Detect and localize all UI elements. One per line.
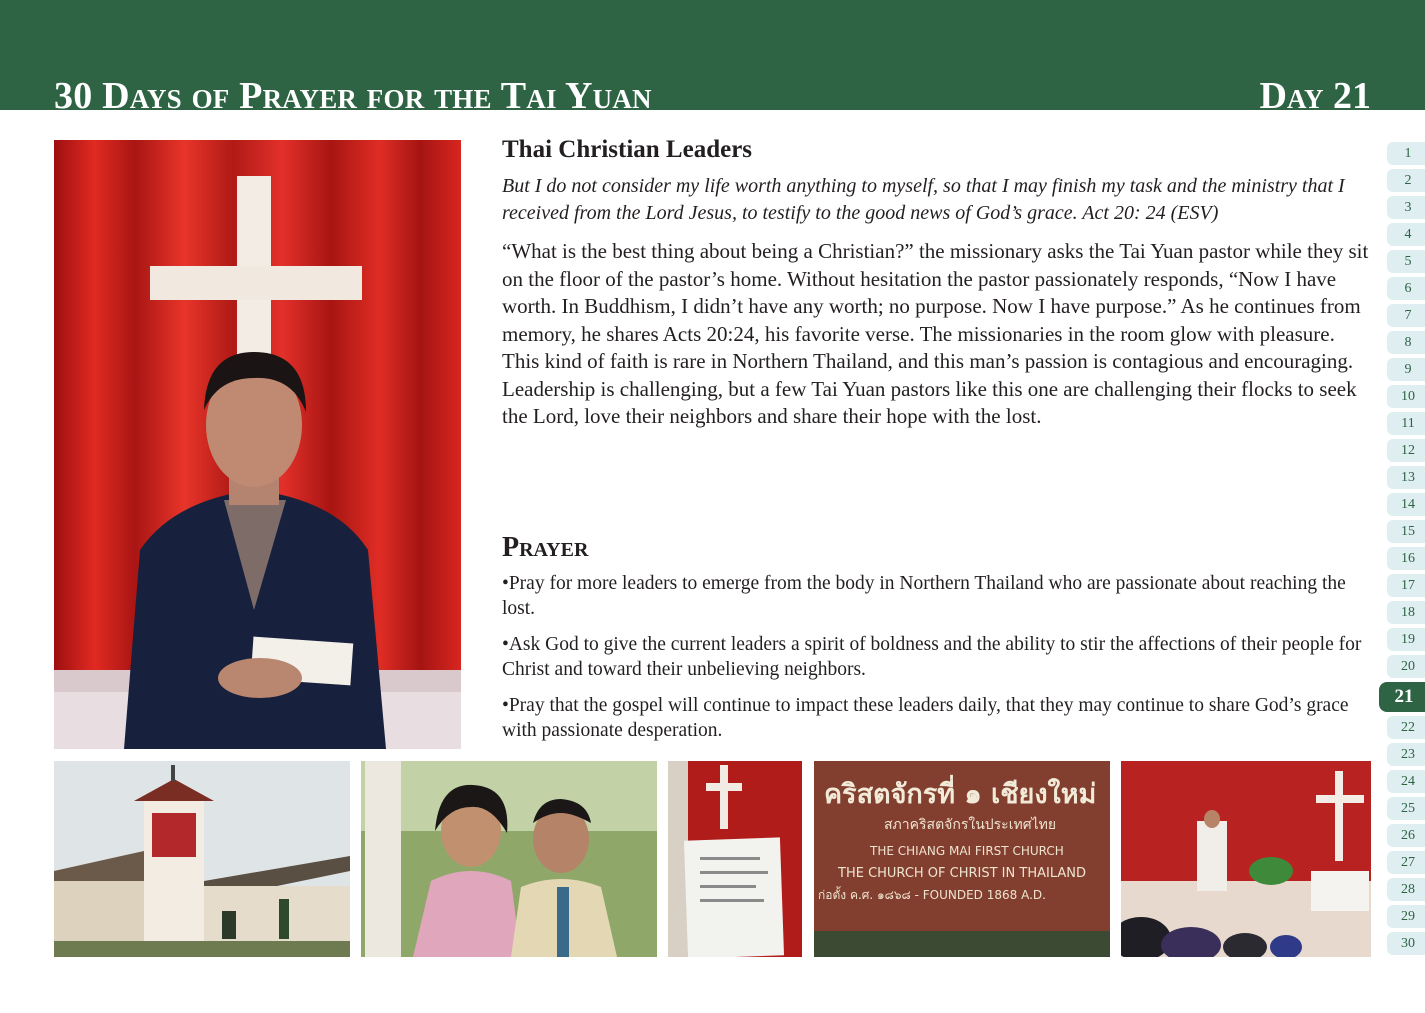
prayer-item: •Pray for more leaders to emerge from the body in Northern Thailand who are passionate about reaching the lost. <box>502 573 1346 619</box>
prayer-item: •Ask God to give the current leaders a spirit of boldness and the ability to stir the affections of their people for Christ and toward their unbelieving neighbors. <box>502 634 1362 680</box>
page-title: 30 Days of Prayer for the Tai Yuan <box>54 75 652 110</box>
church-service-photo <box>1121 761 1371 957</box>
day-tab-7[interactable]: 7 <box>1387 304 1425 327</box>
sign-english-line1: THE CHIANG MAI FIRST CHURCH <box>870 844 1064 858</box>
day-tab-19[interactable]: 19 <box>1387 628 1425 651</box>
altar-cross-photo <box>668 761 802 957</box>
page-header <box>0 0 1425 110</box>
prayer-heading: Prayer <box>502 532 589 563</box>
day-tab-2[interactable]: 2 <box>1387 169 1425 192</box>
scripture-verse: But I do not consider my life worth anything to myself, so that I may finish my task and the ministry that I received from the Lord Jesus, to testify to the good news of God’s grace. Act 20: 24 (ESV) <box>502 175 1345 224</box>
pastor-portrait-photo <box>54 140 461 749</box>
day-tab-3[interactable]: 3 <box>1387 196 1425 219</box>
day-tab-16[interactable]: 16 <box>1387 547 1425 570</box>
church-sign-photo <box>814 761 1110 957</box>
day-tab-6[interactable]: 6 <box>1387 277 1425 300</box>
day-tab-14[interactable]: 14 <box>1387 493 1425 516</box>
church-building-photo <box>54 761 350 957</box>
day-tab-27[interactable]: 27 <box>1387 851 1425 874</box>
day-label: Day 21 <box>1259 75 1371 110</box>
day-navigation <box>1387 142 1425 959</box>
day-tab-29[interactable]: 29 <box>1387 905 1425 928</box>
article-title: Thai Christian Leaders <box>502 136 753 163</box>
day-tab-28[interactable]: 28 <box>1387 878 1425 901</box>
day-tab-18[interactable]: 18 <box>1387 601 1425 624</box>
day-tab-17[interactable]: 17 <box>1387 574 1425 597</box>
day-tab-23[interactable]: 23 <box>1387 743 1425 766</box>
day-tab-10[interactable]: 10 <box>1387 385 1425 408</box>
day-tab-30[interactable]: 30 <box>1387 932 1425 955</box>
day-tab-24[interactable]: 24 <box>1387 770 1425 793</box>
day-tab-12[interactable]: 12 <box>1387 439 1425 462</box>
day-tab-13[interactable]: 13 <box>1387 466 1425 489</box>
day-tab-20[interactable]: 20 <box>1387 655 1425 678</box>
day-tab-8[interactable]: 8 <box>1387 331 1425 354</box>
day-tab-1[interactable]: 1 <box>1387 142 1425 165</box>
day-tab-25[interactable]: 25 <box>1387 797 1425 820</box>
day-tab-26[interactable]: 26 <box>1387 824 1425 847</box>
sign-founded: ก่อตั้ง ค.ศ. ๑๘๖๘ - FOUNDED 1868 A.D. <box>818 888 1046 902</box>
day-tab-9[interactable]: 9 <box>1387 358 1425 381</box>
day-tab-15[interactable]: 15 <box>1387 520 1425 543</box>
day-tab-22[interactable]: 22 <box>1387 716 1425 739</box>
sign-thai-line2: สภาคริสตจักรในประเทศไทย <box>884 817 1057 833</box>
prayer-item: •Pray that the gospel will continue to impact these leaders daily, that they may continue to share God’s grace with passionate desperation. <box>502 695 1349 741</box>
sign-thai-line1: คริสตจักรที่ ๑ เชียงใหม่ <box>824 779 1097 810</box>
sign-english-line2: THE CHURCH OF CHRIST IN THAILAND <box>838 866 1086 881</box>
day-tab-5[interactable]: 5 <box>1387 250 1425 273</box>
day-tab-11[interactable]: 11 <box>1387 412 1425 435</box>
article-body: “What is the best thing about being a Christian?” the missionary asks the Tai Yuan pastor while they sit on the floor of the pastor’s home. Without hesitation the pastor passionately responds, “Now I have worth. In Buddhism, I didn’t have any worth; no purpose. Now I have purpose.” As he continues from memory, he shares Acts 20:24, his favorite verse. The missionaries in the room glow with pleasure. This kind of faith is rare in Northern Thailand, and this man’s passion is contagious and encouraging. Leadership is challenging, but a few Tai Yuan pastors like this one are challenging their flocks to seek the Lord, love their neighbors and share their hope with the lost. <box>502 239 1369 428</box>
day-tab-4[interactable]: 4 <box>1387 223 1425 246</box>
couple-photo <box>361 761 657 957</box>
day-tab-21-current[interactable]: 21 <box>1379 682 1425 712</box>
prayer-list <box>502 571 1372 754</box>
